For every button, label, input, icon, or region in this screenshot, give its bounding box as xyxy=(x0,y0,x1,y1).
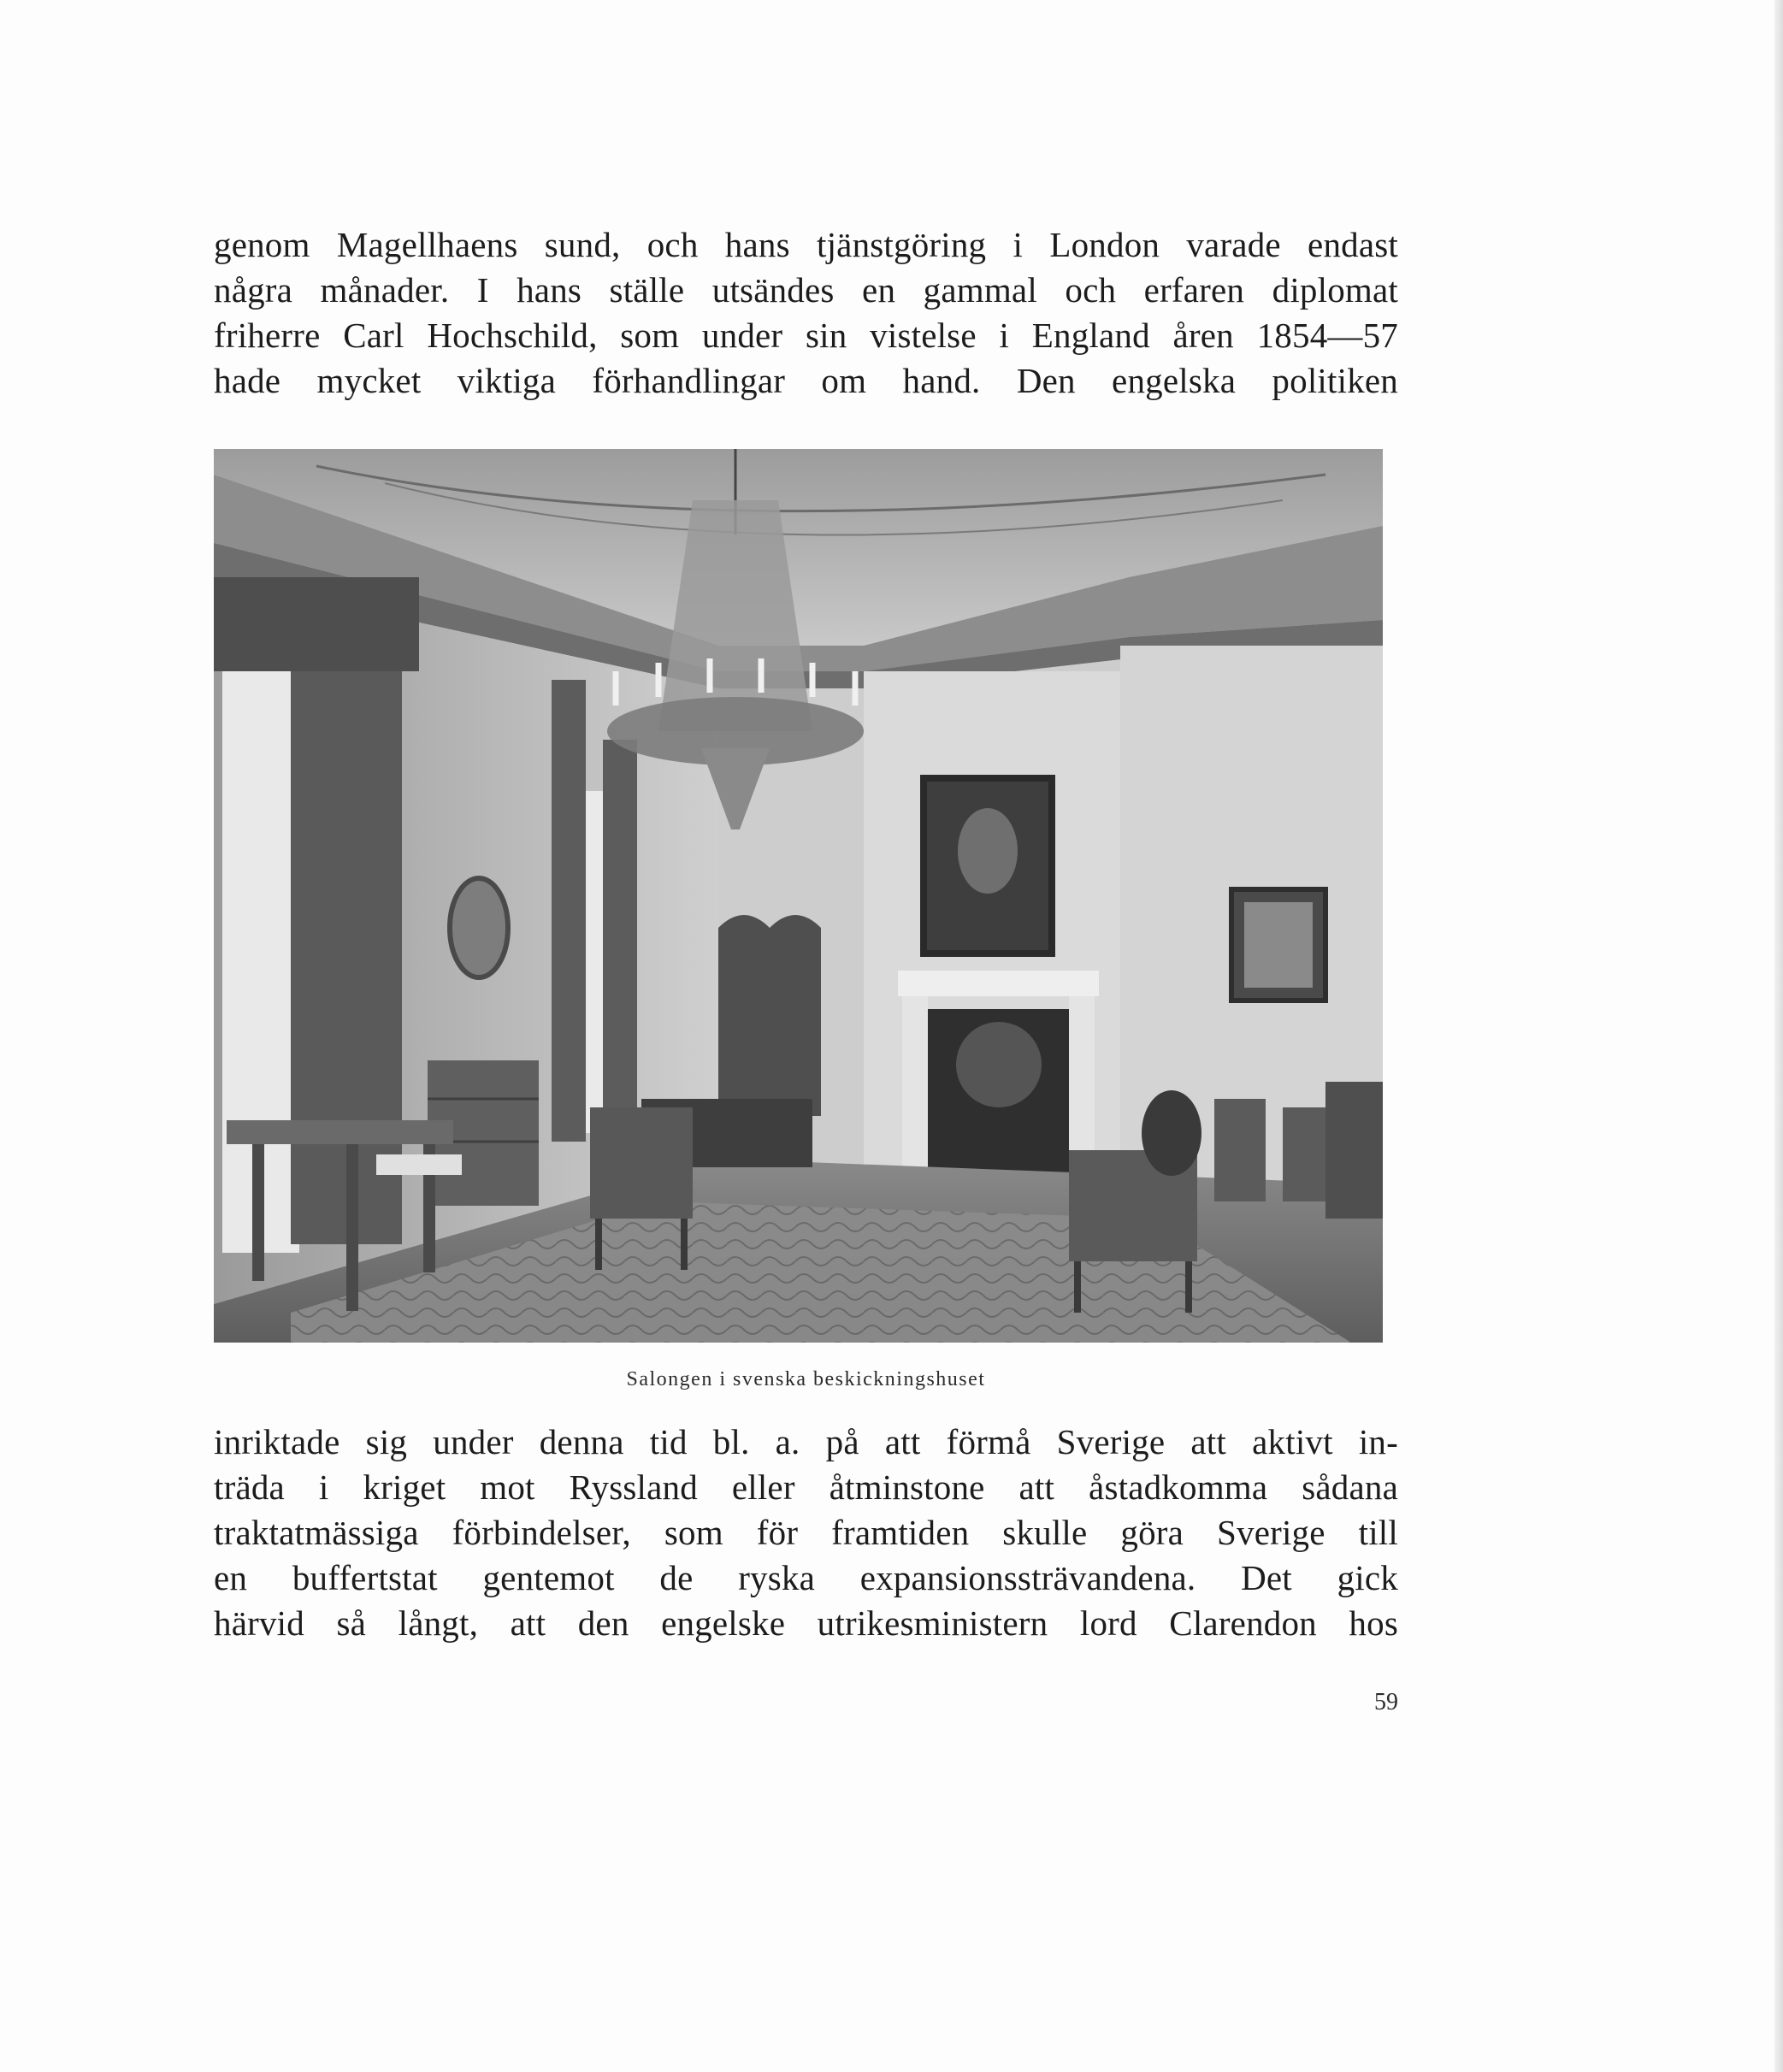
salon-photograph xyxy=(214,449,1383,1343)
text-line: friherre Carl Hochschild, som under sin vistelse i England åren 1854—57 xyxy=(214,316,1398,355)
text-line: härvid så långt, att den engelske utrikesministern lord Clarendon hos xyxy=(214,1603,1398,1643)
top-paragraph xyxy=(214,222,1398,404)
page-number: 59 xyxy=(1374,1689,1398,1715)
page-edge-shadow xyxy=(1774,0,1783,2072)
text-line: inriktade sig under denna tid bl. a. på att förmå Sverige att aktivt in- xyxy=(214,1422,1398,1461)
text-line: genom Magellhaens sund, och hans tjänstgöring i London varade endast xyxy=(214,225,1398,264)
text-line: traktatmässiga förbindelser, som för framtiden skulle göra Sverige till xyxy=(214,1513,1398,1552)
text-line: hade mycket viktiga förhandlingar om hand. Den engelska politiken xyxy=(214,361,1398,400)
text-line: en buffertstat gentemot de ryska expansionssträvandena. Det gick xyxy=(214,1558,1398,1597)
text-line: några månader. I hans ställe utsändes en gammal och erfaren diplomat xyxy=(214,270,1398,310)
bottom-paragraph xyxy=(214,1420,1398,1646)
text-line: träda i kriget mot Ryssland eller åtminstone att åstadkomma sådana xyxy=(214,1467,1398,1507)
salon-photo-drawing xyxy=(214,449,1383,1343)
figure-caption: Salongen i svenska beskickningshuset xyxy=(626,1368,986,1390)
